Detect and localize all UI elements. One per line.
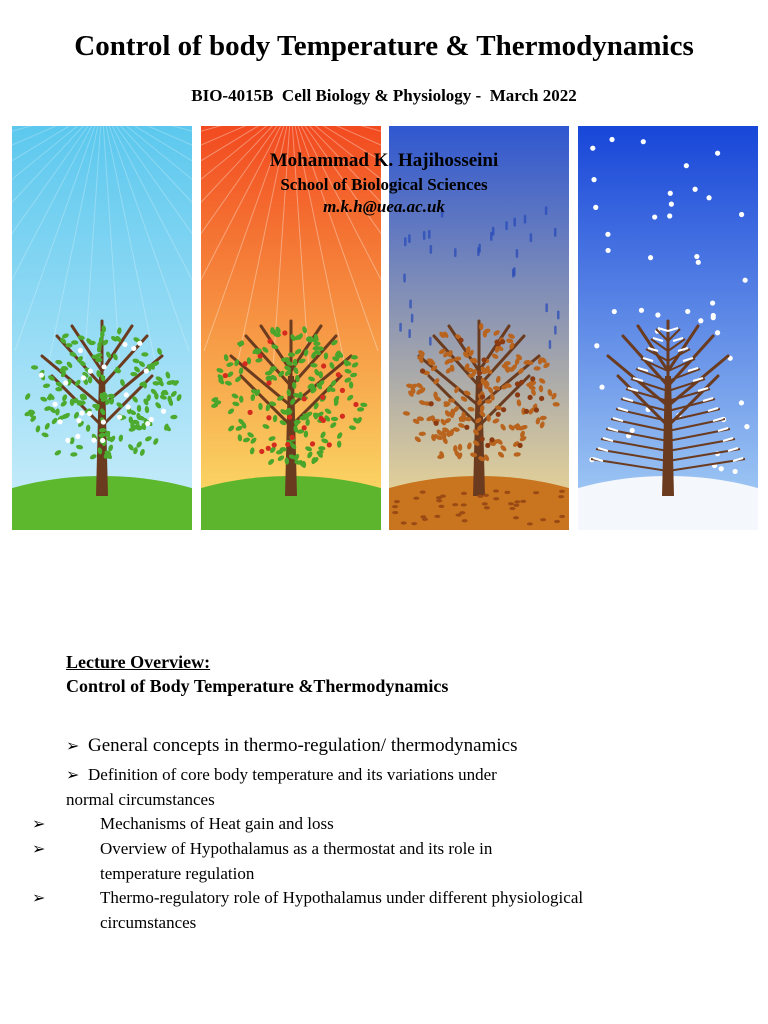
- arrow-bullet-icon: ➢: [32, 816, 46, 833]
- author-name: Mohammad K. Hajihosseini: [269, 150, 499, 171]
- author-school: School of Biological Sciences: [280, 175, 488, 194]
- lecture-overview: [66, 652, 746, 697]
- author-email[interactable]: m.k.h@uea.ac.uk: [323, 197, 445, 216]
- arrow-bullet-icon: ➢: [66, 738, 80, 755]
- course-subtitle: BIO-4015B Cell Biology & Physiology - March 2022: [191, 86, 577, 105]
- overview-subheading: Control of Body Temperature &Thermodynamics: [66, 676, 449, 696]
- list-item: ➢ Overview of Hypothalamus as a thermostat and its role in temperature regulation: [32, 839, 493, 883]
- overview-heading: Lecture Overview:: [66, 652, 211, 672]
- list-item: ➢ Definition of core body temperature and its variations under normal circumstances: [66, 765, 497, 809]
- arrow-bullet-icon: ➢: [66, 767, 80, 784]
- arrow-bullet-icon: ➢: [32, 890, 46, 907]
- author-block: [0, 150, 768, 217]
- overview-bullet-list: [32, 734, 746, 935]
- list-item: ➢ General concepts in thermo-regulation/ thermodynamics: [66, 734, 746, 759]
- list-item: ➢ Mechanisms of Heat gain and loss: [66, 812, 746, 837]
- page-title: Control of body Temperature & Thermodynamics: [74, 30, 694, 62]
- list-item: ➢ Thermo-regulatory role of Hypothalamus under different physiological circumstances: [32, 888, 584, 932]
- arrow-bullet-icon: ➢: [32, 841, 46, 858]
